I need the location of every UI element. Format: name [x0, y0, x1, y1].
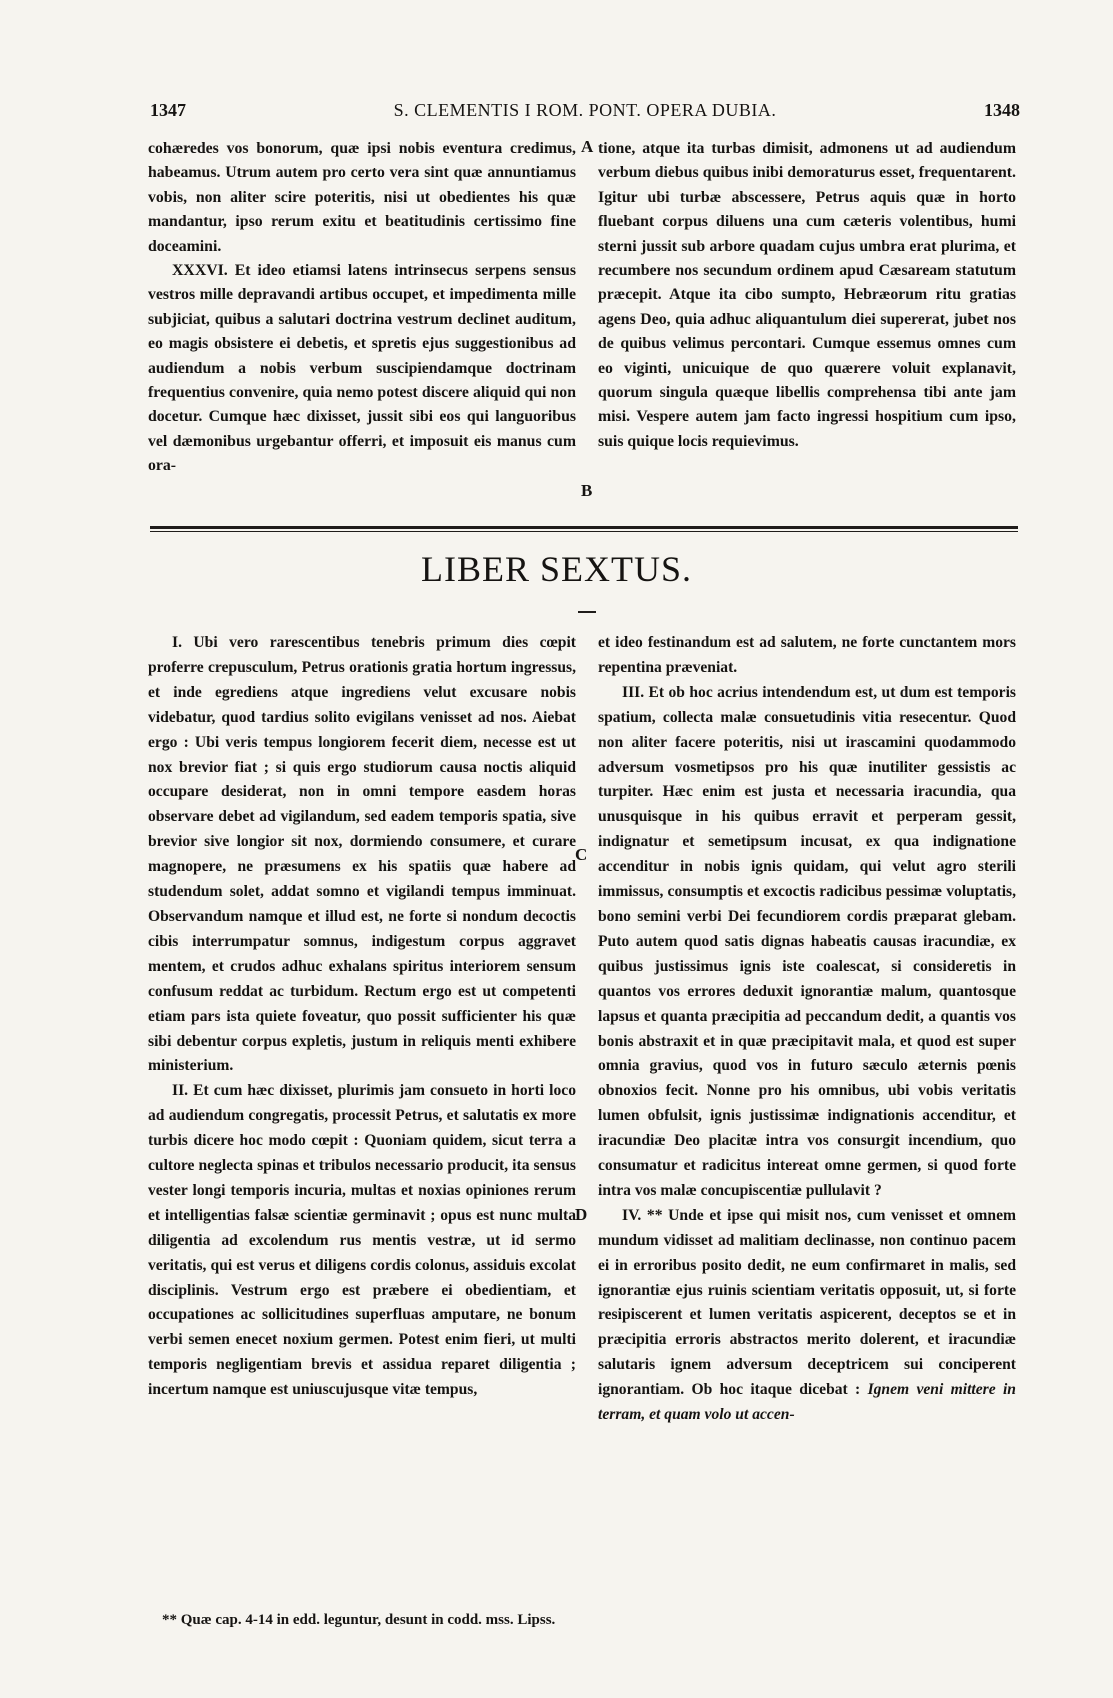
- paragraph: tione, atque ita turbas dimisit, admonens ut ad audiendum verbum diebus quibus inibi demoraturus esset, frequentarent. Igitur ubi turbæ abscessere, Petrus aquis quæ in horto fluebant corpus diluens una cum cæteris volentibus, humi sterni jussit sub arbore quadam cujus umbra erat plurima, et recumbere nos secundum ordinem apud Cæsaream statutum præcepit. Atque ita cibo sumpto, Hebræorum ritu gratias agens Deo, quia adhuc aliquantulum diei supererat, jubet nos de quibus velimus percontari. Cumque essemus omnes cum eo viginti, unicuique de quo quærere voluit explanavit, quorum singula quæque libellis comprehensa tibi ante jam misi. Vespere autem jam facto ingressi hospitium cum ipso, suis quique locis requievimus.: [598, 140, 1016, 450]
- footnote: ** Quæ cap. 4-14 in edd. leguntur, desunt in codd. mss. Lipss.: [162, 1612, 556, 1628]
- section-rule-thin: [150, 531, 1018, 532]
- paragraph: III. Et ob hoc acrius intendendum est, ut dum est temporis spatium, collecta malæ consuetudinis vitia resecentur. Quod non aliter facere poteritis, nisi ut irascamini quodammodo adversum vosmetipsos pro his quæ inutiliter gessistis ac turpiter. Hæc enim est justa et necessaria iracundia, qua unusquisque in his quibus erravit et perperam gessit, indignatur et semetipsum incusat, ex qua indignatione accenditur in nobis ignis quidam, qui velut agro sterili immissus, consumptis et excoctis radicibus pessimæ voluptatis, bono semini verbi Dei fecundiorem cordis præparat glebam. Puto autem quod satis dignas habeatis causas iracundiæ, ex quibus justissimus ignis iste coalescat, si consideretis in quantos vos errores deduxit ignorantiæ malum, quantosque lapsus et quanta præcipitia ad peccandum dedit, a quantis vos bonis abstraxit et in quæ præcipitavit mala, et quod est super omnia gravius, quod vos in futuro sæculo æternis pœnis obnoxios fecit. Nonne pro his omnibus, ubi vobis veritatis lumen obfulsit, ignis justissimæ indignationis accenditur, et iracundiæ Deo placitæ intra vos consurgit incendium, quo consumatur et radicitus intereat omne germen, si quod forte intra vos malæ concupiscentiæ pullulavit ?: [598, 683, 1016, 1199]
- paragraph: et ideo festinandum est ad salutem, ne forte cunctantem mors repentina præveniat.: [598, 634, 1016, 676]
- bottom-right-column: [598, 631, 1016, 1428]
- right-page-number: 1348: [984, 100, 1020, 120]
- top-right-column: [598, 137, 1016, 454]
- bottom-left-column: [148, 631, 576, 1403]
- book-title: LIBER SEXTUS.: [420, 549, 692, 589]
- paragraph: I. Ubi vero rarescentibus tenebris primum dies cœpit proferre crepusculum, Petrus orationis gratia hortum ingressus, et inde egrediens atque ingrediens velut excusare nobis videbatur, quod tardius solito evigilans venisset ad nos. Aiebat ergo : Ubi veris tempus longiorem fecerit diem, necesse est ut nox brevior fiat ; si quis ergo studiorum causa noctis aliquid occupare desiderat, non in omni tempore easdem horas observare debet ad vigilandum, sed eadem temporis spatia, sive brevior sive longior sit nox, dormiendo consumere, et curare magnopere, ne præsumens ex his spatiis quæ habere ad studendum solet, addat somno et vigilandi tempus imminuat. Observandum namque et illud est, ne forte si nondum decoctis cibis interrumpatur somnus, indigestum corpus aggravet mentem, et crudos adhuc exhalans spiritus interiorem sensum confusum reddat ac turbidum. Rectum ergo est ut competenti etiam pars ista quiete foveatur, quo possit sufficienter his quæ sibi debentur corpus expletis, justum in reliquis menti exhibere ministerium.: [148, 634, 576, 1075]
- paragraph: XXXVI. Et ideo etiamsi latens intrinsecus serpens sensus vestros mille depravandi artibus occupet, et impedimenta mille subjiciat, quibus a salutari doctrina vestrum declinet auditum, eo magis obsistere ei debetis, et spretis ejus suggestionibus ad audiendum a nobis verbum suscipiendamque doctrinam frequentius convenire, quia nemo potest discere aliquid qui non docetur. Cumque hæc dixisset, jussit sibi eos qui languoribus vel dæmonibus urgebantur offerri, et imposuit eis manus cum ora-: [148, 262, 576, 475]
- paragraph: cohæredes vos bonorum, quæ ipsi nobis eventura credimus, habeamus. Utrum autem pro certo vera sint quæ annuntiamus vobis, non aliter scire poteritis, nisi ut obedientes his quæ mandantur, ipso rerum exitu et beatitudinis certissimo fine doceamini.: [148, 140, 576, 255]
- top-left-column: [148, 137, 576, 479]
- title-dash: [578, 611, 596, 613]
- section-rule: [150, 526, 1018, 529]
- left-page-number: 1347: [150, 100, 186, 120]
- running-head-title: S. CLEMENTIS I ROM. PONT. OPERA DUBIA.: [393, 100, 777, 120]
- margin-letter-a: A: [581, 137, 594, 156]
- scripture-quote: Ignem veni mittere in terram, et quam volo ut accen-: [598, 1381, 1016, 1424]
- paragraph: [598, 1204, 1016, 1428]
- margin-letter-c: C: [575, 845, 588, 864]
- margin-letter-d: D: [575, 1205, 588, 1224]
- paragraph-text: IV. ** Unde et ipse qui misit nos, cum venisset et omnem mundum vidisset ad malitiam declinasse, non continuo pacem ei in erroribus posito dedit, ne eum confirmaret in malis, sed ignorantiæ ejus ruinis scientiam veritatis opposuit, ut, si forte resipiscerent et lumen veritatis aspicerent, deceptos se et in præcipitia erroris abstractos merito dolerent, et iracundiæ salutaris ignem adversum deceptricem sui conciperent ignorantiam. Ob hoc itaque dicebat :: [598, 1206, 1016, 1399]
- margin-letter-b: B: [581, 481, 593, 500]
- paragraph: II. Et cum hæc dixisset, plurimis jam consueto in horti loco ad audiendum congregatis, processit Petrus, et salutatis ex more turbis dicere hoc modo cœpit : Quoniam quidem, sicut terra a cultore neglecta spinas et tribulos necessario producit, ita sensus vester longi temporis incuria, multas et noxias opiniones rerum et intelligentias falsæ scientiæ germinavit ; opus est nunc multa diligentia ad excolendum rus mentis vestræ, ut id sermo veritatis, qui est verus et diligens cordis colonus, assiduis excolat disciplinis. Vestrum ergo est præbere ei obedientiam, et occupationes ac sollicitudines superfluas amputare, ne bonum verbi semen enecet noxium germen. Potest enim fieri, ut multi temporis negligentiam brevis et assidua reparet diligentia ; incertum namque est uniuscujusque vitæ tempus,: [148, 1082, 576, 1399]
- running-header: [150, 100, 1020, 130]
